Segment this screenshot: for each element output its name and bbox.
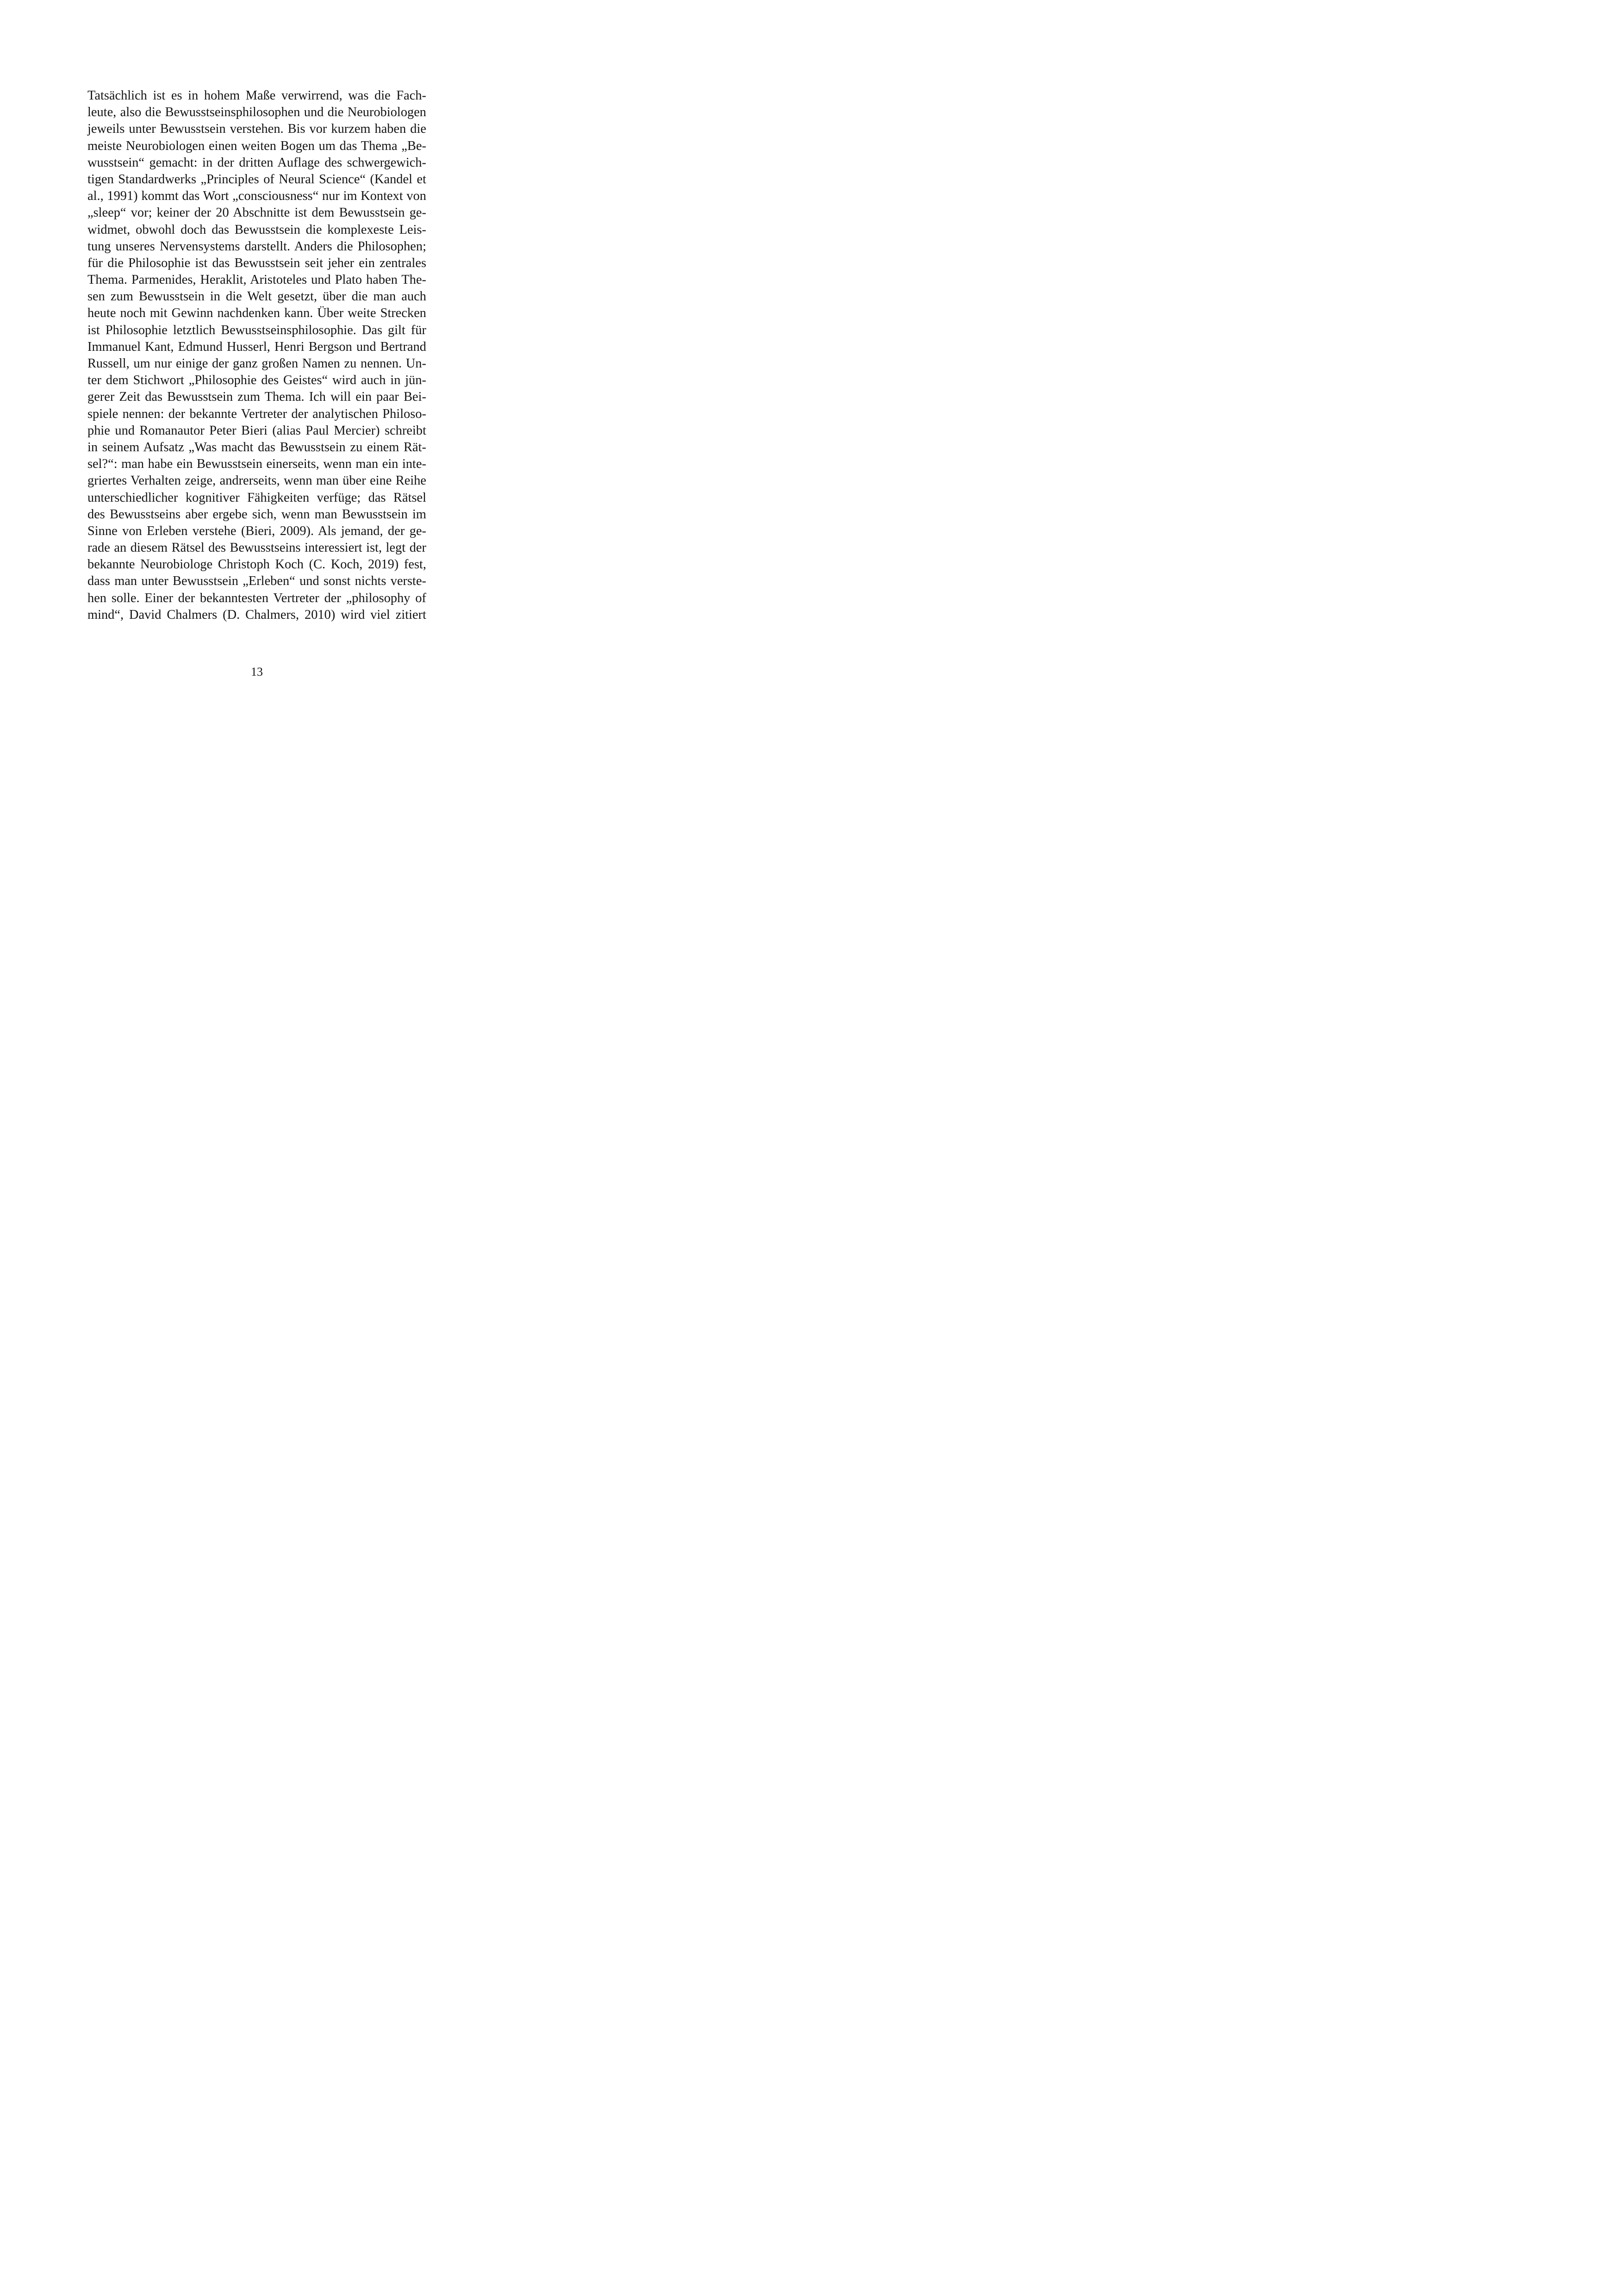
text-line: gerer Zeit das Bewusstsein zum Thema. Ich will ein paar Bei- [87,390,426,404]
text-line: in seinem Aufsatz „Was macht das Bewusstsein zu einem Rät- [87,440,426,454]
text-line: leute, also die Bewusstseinsphilosophen und die Neurobiologen [87,105,426,120]
text-line: tigen Standardwerks „Principles of Neural Science“ (Kandel et [87,172,426,187]
text-line: Thema. Parmenides, Heraklit, Aristoteles und Plato haben The- [87,273,426,287]
page-number: 13 [251,665,263,678]
text-line: Immanuel Kant, Edmund Husserl, Henri Bergson und Bertrand [87,339,426,354]
text-line: ist Philosophie letztlich Bewusstseinsphilosophie. Das gilt für [87,323,426,337]
text-line: ter dem Stichwort „Philosophie des Geistes“ wird auch in jün- [87,373,426,388]
text-line: griertes Verhalten zeige, andrerseits, wenn man über eine Reihe [87,473,426,488]
text-line: tung unseres Nervensystems darstellt. Anders die Philosophen; [87,239,426,254]
text-line: hen solle. Einer der bekanntesten Vertreter der „philosophy of [87,591,426,605]
text-line: heute noch mit Gewinn nachdenken kann. Über weite Strecken [87,306,426,321]
body-text [87,87,426,623]
text-line: wusstsein“ gemacht: in der dritten Auflage des schwergewich- [87,155,426,170]
document-page [0,0,514,729]
text-line: Sinne von Erleben verstehe (Bieri, 2009). Als jemand, der ge- [87,523,426,538]
text-line: sen zum Bewusstsein in die Welt gesetzt, über die man auch [87,289,426,304]
text-line: Russell, um nur einige der ganz großen Namen zu nennen. Un- [87,356,426,371]
text-line: bekannte Neurobiologe Christoph Koch (C. Koch, 2019) fest, [87,557,426,572]
text-line: spiele nennen: der bekannte Vertreter der analytischen Philoso- [87,406,426,421]
text-line: des Bewusstseins aber ergebe sich, wenn man Bewusstsein im [87,507,426,522]
text-line: dass man unter Bewusstsein „Erleben“ und sonst nichts verste- [87,574,426,589]
text-line: für die Philosophie ist das Bewusstsein seit jeher ein zentrales [87,255,426,270]
text-line: al., 1991) kommt das Wort „consciousness“ nur im Kontext von [87,189,426,204]
text-line: unterschiedlicher kognitiver Fähigkeiten verfüge; das Rätsel [87,490,426,505]
text-line: rade an diesem Rätsel des Bewusstseins interessiert ist, legt der [87,541,426,555]
text-line: „sleep“ vor; keiner der 20 Abschnitte ist dem Bewusstsein ge- [87,205,426,220]
text-line: Tatsächlich ist es in hohem Maße verwirrend, was die Fach- [87,88,426,103]
text-line: mind“, David Chalmers (D. Chalmers, 2010) wird viel zitiert [87,607,426,622]
text-line: sel?“: man habe ein Bewusstsein einerseits, wenn man ein inte- [87,457,426,472]
text-line: jeweils unter Bewusstsein verstehen. Bis vor kurzem haben die [87,122,426,137]
text-line: phie und Romanautor Peter Bieri (alias Paul Mercier) schreibt [87,423,426,438]
text-line: widmet, obwohl doch das Bewusstsein die komplexeste Leis- [87,222,426,237]
text-line: meiste Neurobiologen einen weiten Bogen um das Thema „Be- [87,138,426,153]
